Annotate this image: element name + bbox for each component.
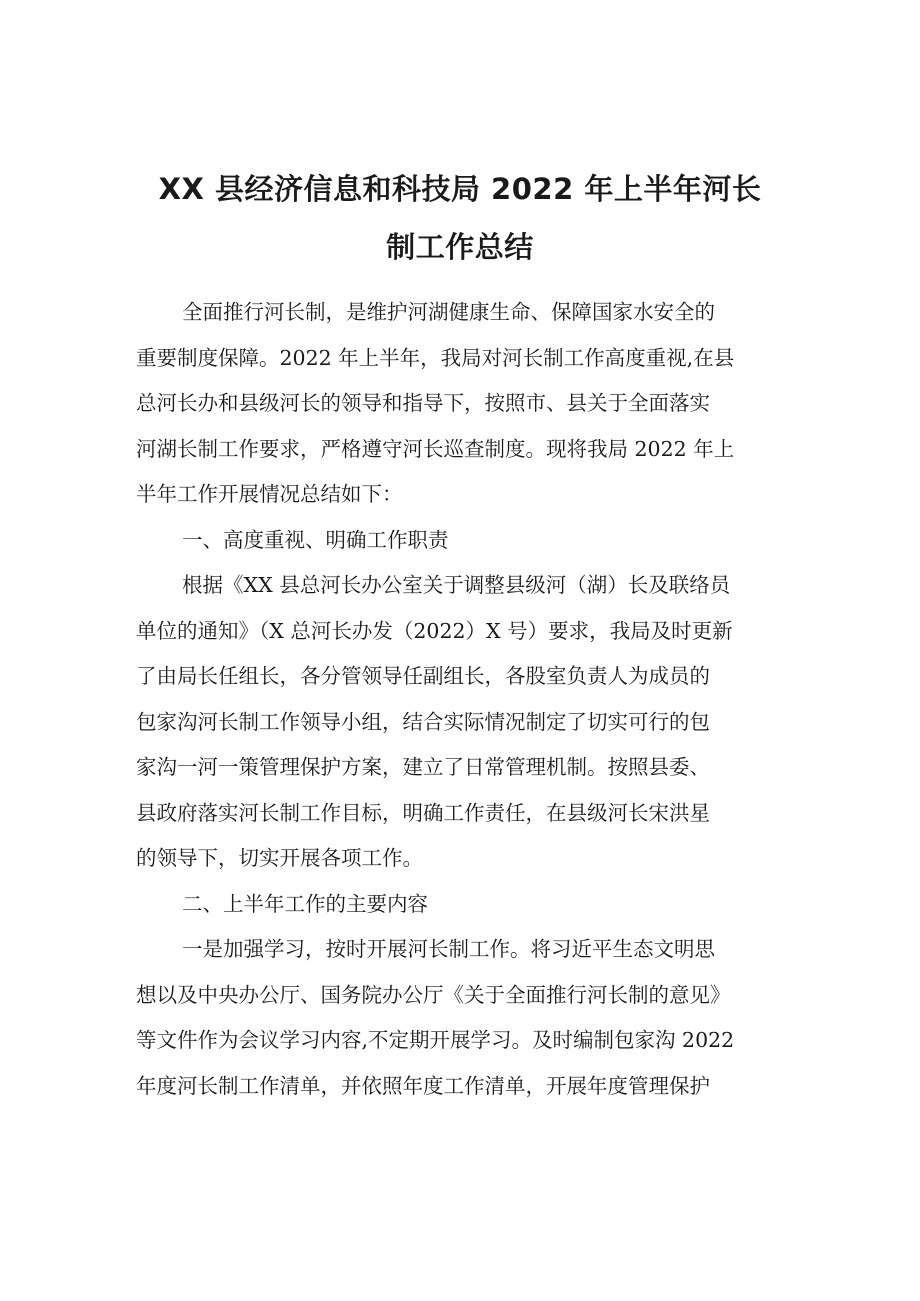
paragraph-line: 年度河长制工作清单，并依照年度工作清单，开展年度管理保护	[136, 1073, 710, 1098]
document-body	[136, 290, 790, 1109]
paragraph-line: 根据《XX 县总河长办公室关于调整县级河（湖）长及联络员	[182, 573, 731, 597]
section-1-paragraph	[136, 563, 790, 882]
section-2-paragraph	[136, 927, 790, 1109]
paragraph-line: 总河长办和县级河长的领导和指导下，按照市、县关于全面落实	[136, 391, 710, 415]
paragraph-line: 重要制度保障。2022 年上半年，我局对河长制工作高度重视,在县	[136, 345, 735, 370]
paragraph-line: 一是加强学习，按时开展河长制工作。将习近平生态文明思	[182, 937, 715, 961]
paragraph-line: 单位的通知》（X 总河长办发（2022）X 号）要求，我局及时更新	[136, 618, 733, 643]
paragraph-line: 河湖长制工作要求，严格遵守河长巡查制度。现将我局 2022 年上	[136, 436, 735, 461]
paragraph-line: 县政府落实河长制工作目标，明确工作责任，在县级河长宋洪星	[136, 800, 710, 825]
paragraph-line: 包家沟河长制工作领导小组，结合实际情况制定了切实可行的包	[136, 709, 710, 734]
paragraph-line: 了由局长任组长，各分管领导任副组长，各股室负责人为成员的	[136, 664, 710, 688]
title-line-1: XX 县经济信息和科技局 2022 年上半年河长	[158, 172, 762, 206]
paragraph-line: 等文件作为会议学习内容,不定期开展学习。及时编制包家沟 2022	[136, 1028, 735, 1052]
paragraph-line: 的领导下，切实开展各项工作。	[136, 846, 423, 870]
paragraph-line: 家沟一河一策管理保护方案，建立了日常管理机制。按照县委、	[136, 755, 710, 779]
intro-paragraph	[136, 290, 790, 518]
paragraph-line: 想以及中央办公厅、国务院办公厅《关于全面推行河长制的意见》	[136, 982, 731, 1007]
document-title	[120, 160, 800, 276]
section-2-heading: 二、上半年工作的主要内容	[182, 891, 428, 916]
paragraph-line: 全面推行河长制，是维护河湖健康生命、保障国家水安全的	[182, 300, 715, 324]
title-line-2: 制工作总结	[386, 230, 534, 264]
section-1-heading: 一、高度重视、明确工作职责	[182, 527, 449, 552]
paragraph-line: 半年工作开展情况总结如下：	[136, 482, 403, 506]
